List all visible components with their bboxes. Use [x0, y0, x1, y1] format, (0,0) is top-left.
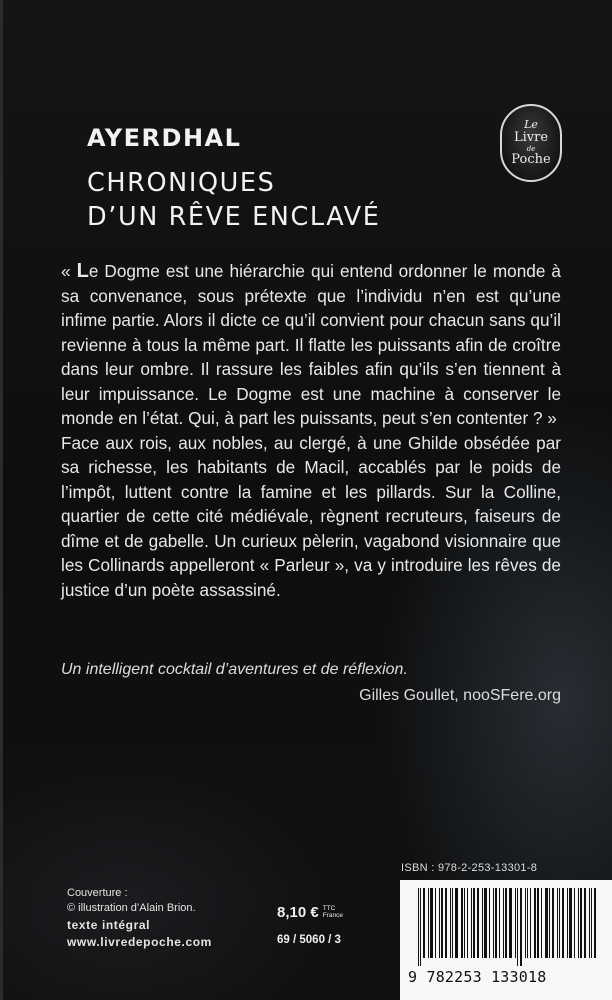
barcode-bar — [525, 888, 526, 958]
barcode-bar — [589, 888, 590, 958]
barcode-bar — [471, 888, 472, 958]
review-source: Gilles Goullet, nooSFere.org — [359, 687, 561, 704]
barcode-bar — [559, 888, 560, 958]
barcode-bar — [420, 888, 421, 966]
isbn: ISBN : 978-2-253-13301-8 — [401, 862, 538, 874]
barcode-bar — [530, 888, 531, 958]
title-line-2: D’UN RÊVE ENCLAVÉ — [87, 202, 381, 232]
review-quote: Un intelligent cocktail d’aventures et de réflexion. — [61, 661, 408, 678]
barcode-bar — [423, 888, 425, 958]
barcode-bar — [418, 888, 419, 966]
book-title — [87, 166, 380, 234]
edition-note: texte intégral — [67, 918, 151, 932]
barcode-bar — [452, 888, 453, 958]
barcode-bar — [445, 888, 447, 958]
barcode-bar — [515, 888, 516, 958]
barcode-bar — [580, 888, 582, 958]
barcode-bar — [493, 888, 494, 958]
title-line-1: CHRONIQUES — [87, 168, 276, 198]
barcode-bar — [517, 888, 518, 966]
barcode-bar — [489, 888, 490, 958]
barcode-bar — [509, 888, 512, 958]
blurb-summary: Face aux rois, aux nobles, au clergé, à une Ghilde obsédée par sa richesse, les habitants de Macil, accablés par le poids de l’impôt, luttent contre la famine et les pillards. Sur la Colline, quartier de cette cité médiévale, règnent recruteurs, faiseurs de dîme et de gabelle. Un curieux pèlerin, vagabond visionnaire que les Collinards appelleront « Parleur », va y introduire les rêves de justice d’un poète assassiné. — [61, 432, 561, 600]
logo-text-le: Le — [524, 118, 538, 131]
barcode-bar — [461, 888, 463, 958]
barcode-bar — [520, 888, 522, 966]
barcode-number: 9 782253 133018 — [408, 968, 547, 986]
barcode-bar — [584, 888, 586, 958]
logo-text-livre: Livre — [513, 130, 549, 145]
barcode-bar — [455, 888, 458, 958]
barcode-bar — [505, 888, 507, 958]
price-block — [277, 904, 343, 946]
barcode-bar — [527, 888, 528, 958]
barcode-bar — [574, 888, 575, 958]
barcode-bar — [503, 888, 504, 958]
press-review — [61, 658, 561, 708]
barcode-bar — [534, 888, 536, 958]
publisher-logo — [500, 104, 562, 182]
drop-letter: L — [76, 260, 89, 282]
barcode-bar — [562, 888, 564, 958]
barcode-bar — [482, 888, 483, 958]
illustration-credit: © illustration d’Alain Brion. — [67, 902, 196, 914]
price-tax-note — [323, 905, 343, 919]
barcode-bar — [569, 888, 572, 958]
country-label: France — [322, 912, 343, 919]
blurb-quote — [61, 259, 561, 431]
barcode-bar — [591, 888, 592, 958]
barcode-bar — [477, 888, 479, 958]
barcode-bar — [578, 888, 579, 958]
barcode-bar — [450, 888, 451, 958]
publisher-website: www.livredepoche.com — [67, 935, 212, 949]
barcode-bar — [464, 888, 465, 958]
barcode — [400, 880, 612, 1000]
author-name: AYERDHAL — [87, 124, 242, 152]
barcode-bar — [545, 888, 548, 958]
barcode-bar — [541, 888, 542, 958]
quote-open-mark: « — [61, 261, 77, 281]
barcode-bar — [430, 888, 433, 958]
price: 8,10 € — [277, 904, 319, 921]
cover-credit-label: Couverture : — [67, 887, 128, 899]
barcode-bar — [435, 888, 436, 958]
barcode-bar — [594, 888, 596, 958]
barcode-bar — [484, 888, 487, 958]
barcode-bar — [567, 888, 568, 958]
barcode-bar — [441, 888, 443, 958]
barcode-bar — [428, 888, 429, 958]
logo-text-poche: Poche — [511, 152, 551, 167]
quote-text: e Dogme est une hiérarchie qui entend ordonner le monde à sa convenance, sous prétexte que l’individu n’en est qu’une infime partie. Alors il dicte ce qu’il convient pour chacun sans qu’il revienne à tous la même part. Il flatte les puissants afin de croître dans leur ombre. Il rassure les faibles afin qu’ils s’en tiennent à leur impuissance. Le Dogme est une machine à conserver le monde en l’état. Qui, à part les puissants, peut s’en contenter ? » — [61, 261, 561, 428]
barcode-bar — [552, 888, 554, 958]
barcode-bar — [499, 888, 500, 958]
barcode-bar — [439, 888, 440, 958]
catalog-code: 69 / 5060 / 3 — [277, 934, 341, 946]
barcode-bar — [473, 888, 475, 958]
logo-text-de: de — [526, 145, 536, 153]
barcode-bar — [557, 888, 558, 958]
ttc-label: TTC — [322, 905, 336, 912]
barcode-bar — [537, 888, 539, 958]
barcode-bar — [549, 888, 550, 958]
back-cover-blurb — [61, 259, 561, 602]
barcode-bar — [495, 888, 497, 958]
barcode-bars — [418, 888, 607, 966]
credits — [67, 886, 212, 950]
barcode-bar — [467, 888, 468, 958]
